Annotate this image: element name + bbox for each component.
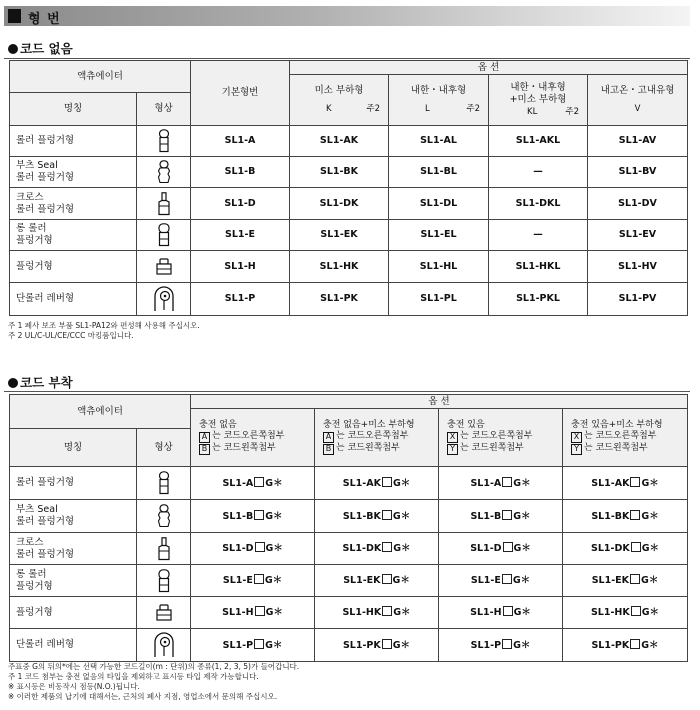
row-shape bbox=[137, 251, 191, 283]
opt-header-k bbox=[290, 75, 389, 126]
model-code-v: SL1-PV bbox=[588, 283, 688, 316]
model-code-k: SL1-BK bbox=[290, 157, 389, 188]
placeholder-box-icon bbox=[254, 574, 264, 584]
roller-plunger-icon bbox=[139, 471, 188, 495]
opt-header-title: 충전 없음+미소 부하형 bbox=[323, 419, 415, 430]
placeholder-box-icon bbox=[382, 510, 392, 520]
opt-header-2 bbox=[315, 409, 439, 467]
boxed-letter: B bbox=[199, 444, 210, 455]
row-name: 크로스 롤러 플렁거형 bbox=[10, 188, 137, 220]
plunger-icon bbox=[139, 258, 188, 276]
table-row bbox=[10, 533, 688, 565]
cord-model-code-1: SL1-B G＊ bbox=[191, 500, 315, 533]
placeholder-box-icon bbox=[382, 477, 392, 487]
cord-model-code-4: SL1-HK G＊ bbox=[563, 597, 688, 629]
cord-model-code-3: SL1-B G＊ bbox=[439, 500, 563, 533]
boxed-letter: Y bbox=[447, 444, 458, 455]
row-name: 크로스 롤러 플렁거형 bbox=[10, 533, 137, 565]
section-title-with-cord bbox=[8, 373, 73, 391]
row-shape bbox=[137, 220, 191, 251]
row-shape bbox=[137, 597, 191, 629]
opt-header-title: 충전 있음+미소 부하형 bbox=[571, 419, 663, 430]
placeholder-box-icon bbox=[502, 574, 512, 584]
row-name: 플렁거형 bbox=[10, 251, 137, 283]
table-row bbox=[10, 126, 688, 157]
row-shape bbox=[137, 565, 191, 597]
shape-header: 형상 bbox=[137, 93, 191, 126]
table-row bbox=[10, 467, 688, 500]
opt-header-title: 충전 있음 bbox=[447, 419, 485, 430]
model-code-v: SL1-AV bbox=[588, 126, 688, 157]
cord-model-code-3: SL1-E G＊ bbox=[439, 565, 563, 597]
opt-header-label-2: +미소 부하형 bbox=[509, 94, 567, 105]
model-code-kl: SL1-PKL bbox=[489, 283, 588, 316]
basic-model-header: 기본형번 bbox=[191, 61, 290, 126]
cord-model-code-2: SL1-EK G＊ bbox=[315, 565, 439, 597]
placeholder-box-icon bbox=[630, 639, 640, 649]
model-code-v: SL1-BV bbox=[588, 157, 688, 188]
opt-header-v bbox=[588, 75, 688, 126]
basic-model-code: SL1-D bbox=[191, 188, 290, 220]
bullet-icon bbox=[8, 378, 18, 388]
placeholder-box-icon bbox=[502, 477, 512, 487]
opt-header-line: Y 는 코드왼쪽첨부 bbox=[447, 443, 560, 455]
row-name: 부츠 Seal 롤러 플렁거형 bbox=[10, 157, 137, 188]
placeholder-box-icon bbox=[631, 606, 641, 616]
opt-header-note: 주2 bbox=[565, 107, 580, 117]
placeholder-box-icon bbox=[382, 574, 392, 584]
row-shape bbox=[137, 126, 191, 157]
divider bbox=[4, 58, 690, 59]
model-code-l: SL1-AL bbox=[389, 126, 489, 157]
section-header-bar bbox=[4, 6, 690, 26]
opt-header-label: 내한・내후형 bbox=[510, 82, 566, 93]
opt-header-l bbox=[389, 75, 489, 126]
placeholder-box-icon bbox=[254, 510, 264, 520]
cord-model-code-2: SL1-AK G＊ bbox=[315, 467, 439, 500]
boxed-letter: A bbox=[199, 432, 210, 443]
row-shape bbox=[137, 157, 191, 188]
name-header: 명칭 bbox=[10, 429, 137, 467]
opt-header-note: 주2 bbox=[366, 104, 381, 114]
notes-with-cord bbox=[8, 662, 299, 702]
opt-header-title: 충전 없음 bbox=[199, 419, 237, 430]
divider bbox=[4, 391, 690, 392]
boxed-letter: Y bbox=[571, 444, 582, 455]
cord-model-code-4: SL1-BK G＊ bbox=[563, 500, 688, 533]
placeholder-box-icon bbox=[502, 510, 512, 520]
model-code-v: SL1-HV bbox=[588, 251, 688, 283]
opt-header-code: V bbox=[634, 104, 641, 114]
placeholder-box-icon bbox=[631, 542, 641, 552]
row-name: 단롤러 레버형 bbox=[10, 283, 137, 316]
basic-model-code: SL1-H bbox=[191, 251, 290, 283]
cord-model-code-2: SL1-DK G＊ bbox=[315, 533, 439, 565]
placeholder-box-icon bbox=[254, 477, 264, 487]
section2-title-text: 코드 부착 bbox=[20, 375, 73, 390]
table-row bbox=[10, 157, 688, 188]
cord-model-code-3: SL1-H G＊ bbox=[439, 597, 563, 629]
model-code-kl: SL1-DKL bbox=[489, 188, 588, 220]
basic-model-code: SL1-A bbox=[191, 126, 290, 157]
cross-roller-plunger-icon bbox=[139, 192, 188, 216]
roller-plunger-icon bbox=[139, 129, 188, 153]
opt-header-label: 미소 부하형 bbox=[314, 85, 364, 96]
opt-header-line: Y 는 코드왼쪽첨부 bbox=[571, 443, 685, 455]
cord-model-code-4: SL1-DK G＊ bbox=[563, 533, 688, 565]
placeholder-box-icon bbox=[255, 542, 265, 552]
opt-header-line: B 는 코드왼쪽첨부 bbox=[199, 443, 312, 455]
boxed-letter: X bbox=[447, 432, 458, 443]
note-line: 주 1 폐사 보조 부품 SL1-PA12와 편성해 사용해 주십시오. bbox=[8, 321, 200, 330]
opt-header-line: A 는 코드오른쪽첨부 bbox=[323, 431, 436, 443]
option-group-header: 옵 션 bbox=[191, 395, 688, 409]
model-code-v: SL1-DV bbox=[588, 188, 688, 220]
placeholder-box-icon bbox=[630, 510, 640, 520]
opt-header-line: X 는 코드오른쪽첨부 bbox=[571, 431, 685, 443]
note-line: 주표중 G의 뒤의*에는 선택 가능한 코드길이(m : 단위)의 종류(1, 2, 3, 5)가 들어갑니다. bbox=[8, 662, 300, 671]
model-table-no-cord bbox=[9, 60, 688, 316]
name-header: 명칭 bbox=[10, 93, 137, 126]
notes-no-cord bbox=[8, 321, 200, 341]
placeholder-box-icon bbox=[382, 606, 392, 616]
opt-header-label: 내한・내후형 bbox=[410, 85, 467, 96]
boot-seal-roller-plunger-icon bbox=[139, 160, 188, 184]
row-name: 플렁거형 bbox=[10, 597, 137, 629]
long-roller-plunger-icon bbox=[139, 223, 188, 247]
placeholder-box-icon bbox=[255, 606, 265, 616]
boot-seal-roller-plunger-icon bbox=[139, 504, 188, 528]
option-group-header: 옵 션 bbox=[290, 61, 688, 75]
cord-model-code-3: SL1-P G＊ bbox=[439, 629, 563, 662]
row-shape bbox=[137, 500, 191, 533]
placeholder-box-icon bbox=[254, 639, 264, 649]
row-name: 단롤러 레버형 bbox=[10, 629, 137, 662]
shape-header: 형상 bbox=[137, 429, 191, 467]
row-name: 롱 롤러 플렁거형 bbox=[10, 565, 137, 597]
model-code-l: SL1-HL bbox=[389, 251, 489, 283]
note-line: ※ 이러한 제품의 납기에 대해서는, 근처의 폐사 지점, 영업소에서 문의해 주십시오. bbox=[8, 692, 278, 701]
cord-model-code-1: SL1-E G＊ bbox=[191, 565, 315, 597]
opt-header-line: A 는 코드오른쪽첨부 bbox=[199, 431, 312, 443]
model-code-k: SL1-HK bbox=[290, 251, 389, 283]
table-row bbox=[10, 220, 688, 251]
row-shape bbox=[137, 533, 191, 565]
table-row bbox=[10, 251, 688, 283]
bullet-icon bbox=[8, 44, 18, 54]
placeholder-box-icon bbox=[382, 639, 392, 649]
model-code-l: SL1-DL bbox=[389, 188, 489, 220]
row-shape bbox=[137, 629, 191, 662]
row-name: 롱 롤러 플렁거형 bbox=[10, 220, 137, 251]
opt-header-line: B 는 코드왼쪽첨부 bbox=[323, 443, 436, 455]
opt-header-3 bbox=[439, 409, 563, 467]
table-row bbox=[10, 565, 688, 597]
table-row bbox=[10, 500, 688, 533]
note-line: 주 1 코드 첨부는 충전 없음의 타입을 제외하고 표시등 타입 제작 가능합니다. bbox=[8, 672, 259, 681]
basic-model-code: SL1-P bbox=[191, 283, 290, 316]
note-line: 주 2 UL/C-UL/CE/CCC 마킹품입니다. bbox=[8, 331, 134, 340]
model-code-k: SL1-AK bbox=[290, 126, 389, 157]
model-code-kl: SL1-HKL bbox=[489, 251, 588, 283]
cross-roller-plunger-icon bbox=[139, 537, 188, 561]
opt-header-code: L bbox=[425, 104, 430, 114]
cord-model-code-2: SL1-PK G＊ bbox=[315, 629, 439, 662]
page-title: 형 번 bbox=[28, 12, 61, 27]
placeholder-box-icon bbox=[630, 574, 640, 584]
placeholder-box-icon bbox=[503, 542, 513, 552]
cord-model-code-4: SL1-EK G＊ bbox=[563, 565, 688, 597]
row-shape bbox=[137, 467, 191, 500]
cord-model-code-2: SL1-BK G＊ bbox=[315, 500, 439, 533]
model-code-kl: SL1-AKL bbox=[489, 126, 588, 157]
table-row bbox=[10, 597, 688, 629]
opt-header-kl bbox=[489, 75, 588, 126]
opt-header-4 bbox=[563, 409, 688, 467]
model-code-l: SL1-EL bbox=[389, 220, 489, 251]
actuator-group-header: 액츄에이터 bbox=[10, 61, 191, 93]
placeholder-box-icon bbox=[502, 639, 512, 649]
roller-lever-icon bbox=[139, 286, 188, 312]
cord-model-code-1: SL1-D G＊ bbox=[191, 533, 315, 565]
opt-header-code: K bbox=[326, 104, 332, 114]
section1-title-text: 코드 없음 bbox=[20, 41, 73, 56]
cord-model-code-1: SL1-P G＊ bbox=[191, 629, 315, 662]
section-title-no-cord bbox=[8, 39, 73, 57]
cord-model-code-3: SL1-A G＊ bbox=[439, 467, 563, 500]
model-code-k: SL1-DK bbox=[290, 188, 389, 220]
row-name: 부츠 Seal 롤러 플렁거형 bbox=[10, 500, 137, 533]
model-table-with-cord bbox=[9, 394, 688, 662]
opt-header-1 bbox=[191, 409, 315, 467]
cord-model-code-1: SL1-H G＊ bbox=[191, 597, 315, 629]
row-shape bbox=[137, 283, 191, 316]
long-roller-plunger-icon bbox=[139, 569, 188, 593]
model-code-v: SL1-EV bbox=[588, 220, 688, 251]
model-code-l: SL1-BL bbox=[389, 157, 489, 188]
row-name: 롤러 플렁거형 bbox=[10, 126, 137, 157]
placeholder-box-icon bbox=[382, 542, 392, 552]
boxed-letter: A bbox=[323, 432, 334, 443]
model-code-k: SL1-EK bbox=[290, 220, 389, 251]
model-code-l: SL1-PL bbox=[389, 283, 489, 316]
cord-model-code-4: SL1-PK G＊ bbox=[563, 629, 688, 662]
model-code-kl: — bbox=[489, 220, 588, 251]
roller-lever-icon bbox=[139, 632, 188, 658]
row-name: 롤러 플렁거형 bbox=[10, 467, 137, 500]
opt-header-label: 내고온・고내유형 bbox=[600, 85, 675, 96]
table-row bbox=[10, 629, 688, 662]
table-row bbox=[10, 283, 688, 316]
actuator-group-header: 액츄에이터 bbox=[10, 395, 191, 429]
cord-model-code-1: SL1-A G＊ bbox=[191, 467, 315, 500]
opt-header-note: 주2 bbox=[466, 104, 481, 114]
boxed-letter: X bbox=[571, 432, 582, 443]
model-code-k: SL1-PK bbox=[290, 283, 389, 316]
cord-model-code-3: SL1-D G＊ bbox=[439, 533, 563, 565]
row-shape bbox=[137, 188, 191, 220]
placeholder-box-icon bbox=[503, 606, 513, 616]
placeholder-box-icon bbox=[630, 477, 640, 487]
cord-model-code-2: SL1-HK G＊ bbox=[315, 597, 439, 629]
basic-model-code: SL1-B bbox=[191, 157, 290, 188]
model-code-kl: — bbox=[489, 157, 588, 188]
cord-model-code-4: SL1-AK G＊ bbox=[563, 467, 688, 500]
header-square-icon bbox=[8, 9, 21, 23]
basic-model-code: SL1-E bbox=[191, 220, 290, 251]
opt-header-line: X 는 코드오른쪽첨부 bbox=[447, 431, 560, 443]
note-line: ※ 표시등은 비동작시 점등(N.O.)됩니다. bbox=[8, 682, 140, 691]
plunger-icon bbox=[139, 604, 188, 622]
opt-header-code: KL bbox=[527, 107, 538, 117]
table-row bbox=[10, 188, 688, 220]
boxed-letter: B bbox=[323, 444, 334, 455]
